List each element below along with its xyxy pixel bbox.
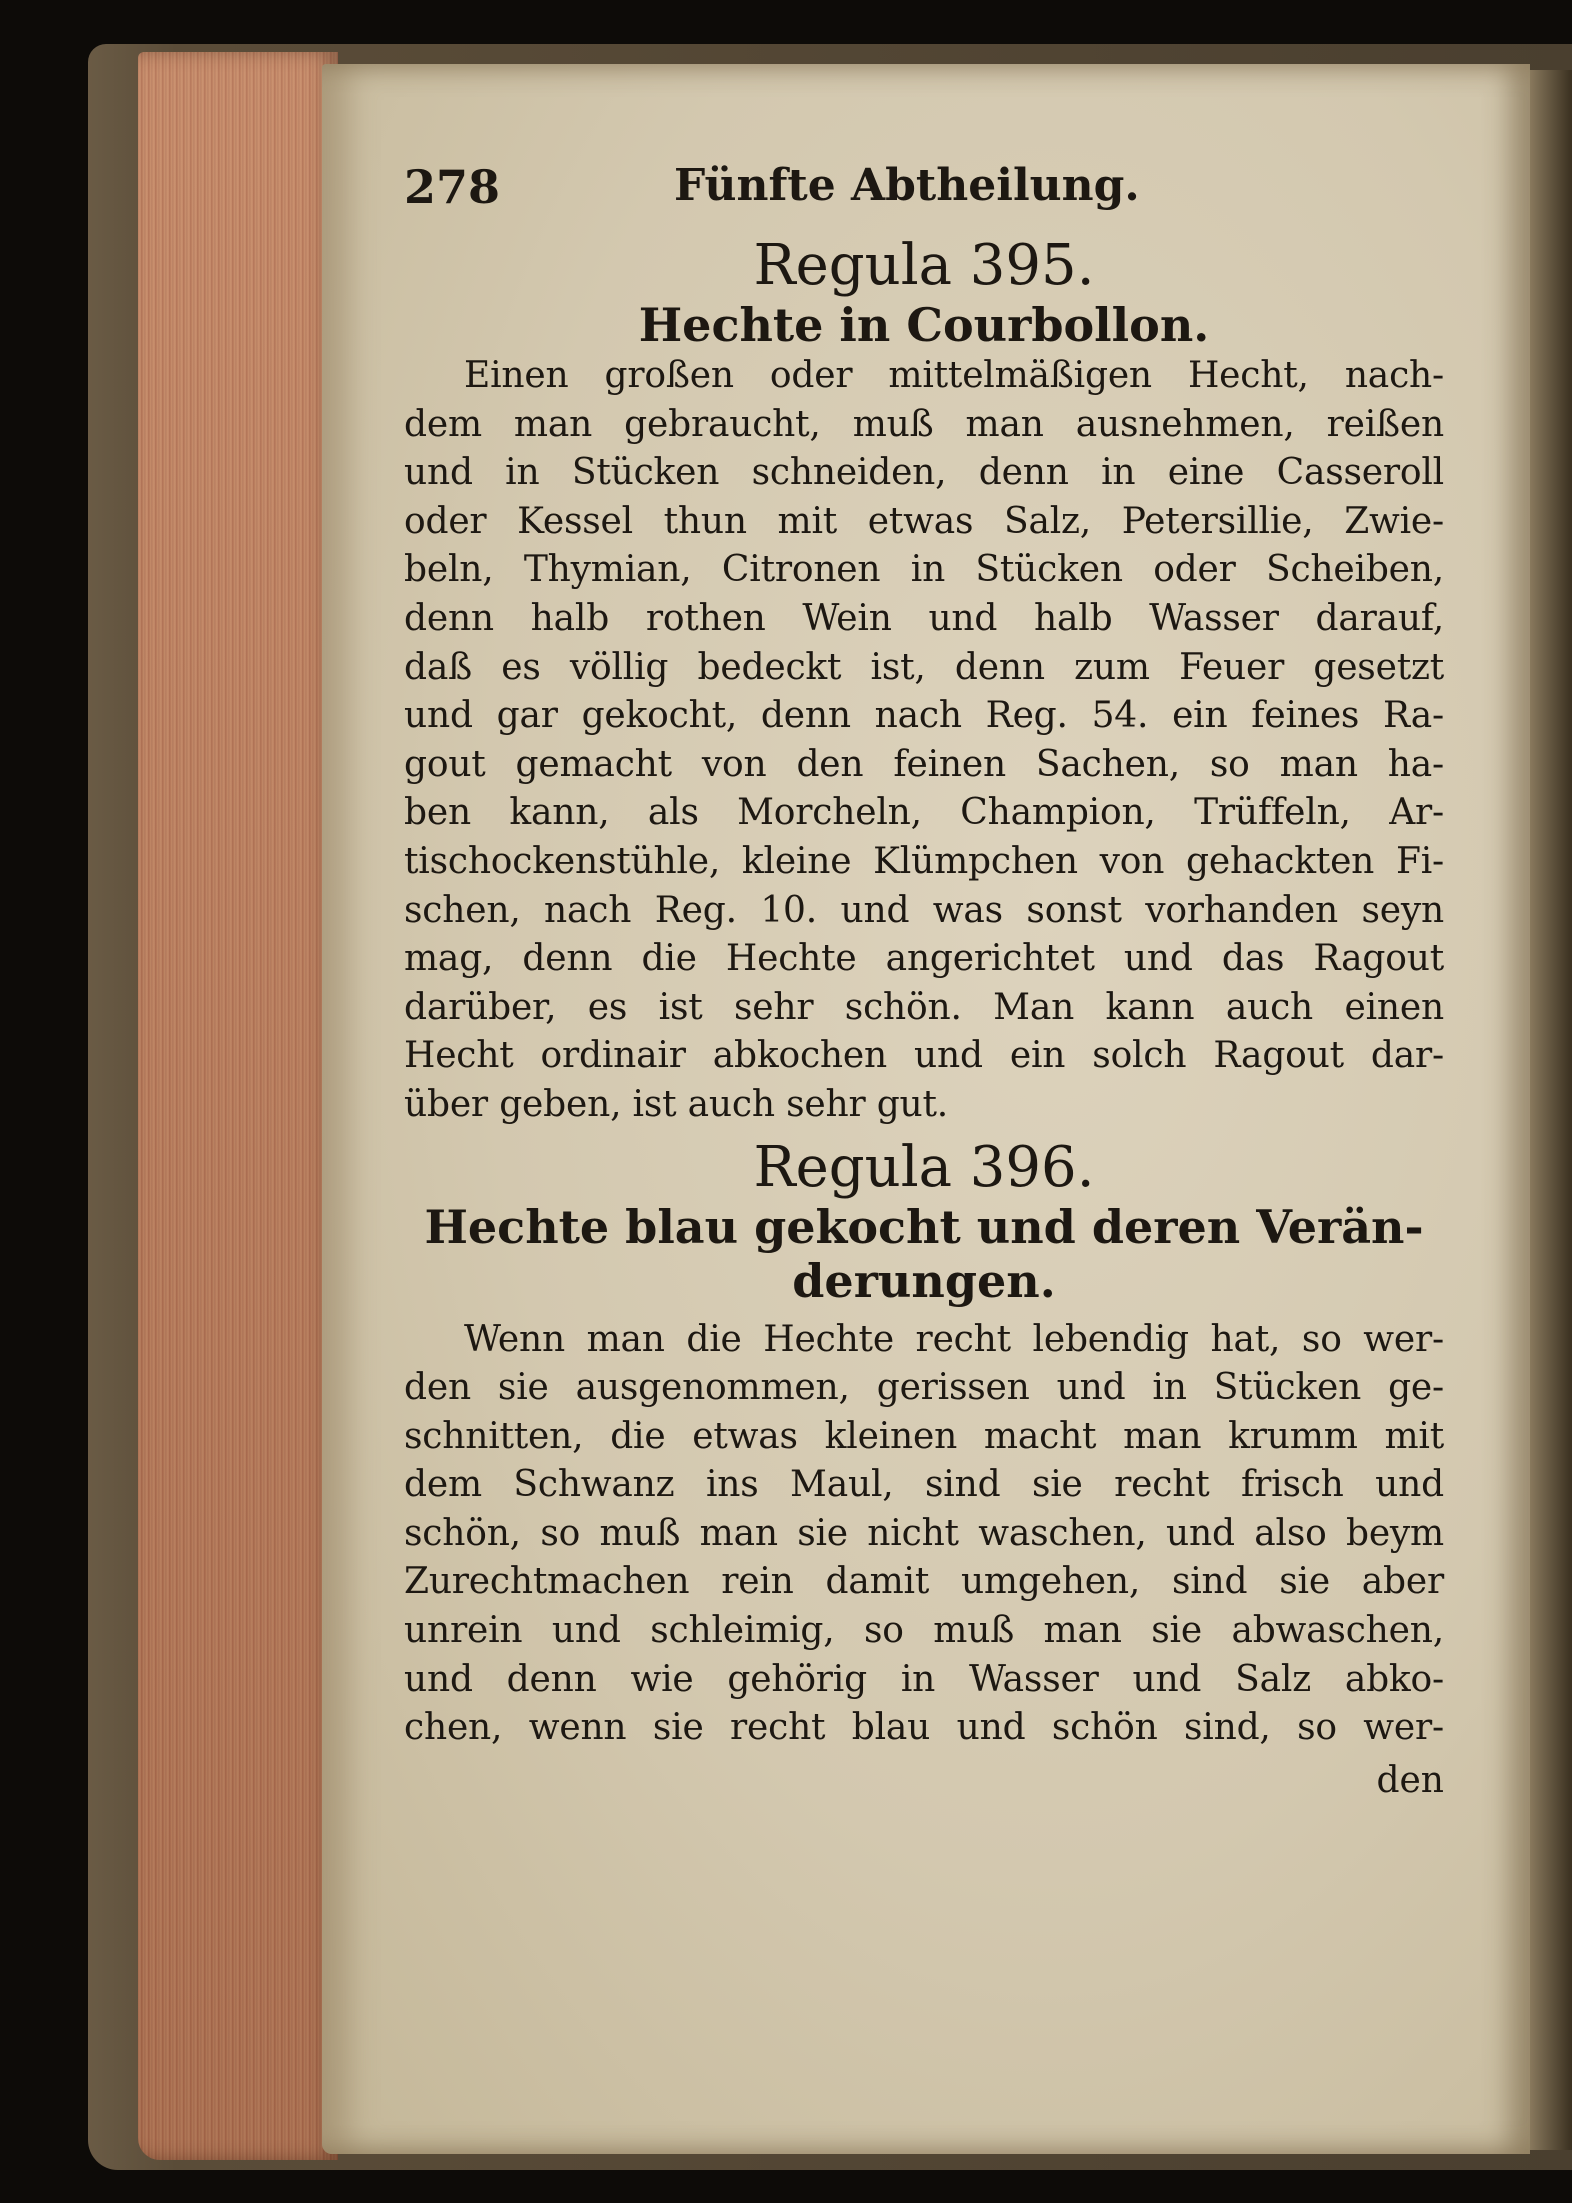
text-line: Wenn man die Hechte recht lebendig hat, so wer- bbox=[464, 1318, 1444, 1360]
text-line: beln, Thymian, Citronen in Stücken oder Scheiben, bbox=[404, 549, 1444, 591]
text-line: chen, wenn sie recht blau und schön sind, so wer- bbox=[404, 1707, 1444, 1749]
running-title: Fünfte Abtheilung. bbox=[674, 160, 1140, 211]
text-line: oder Kessel thun mit etwas Salz, Petersillie, Zwie- bbox=[404, 500, 1444, 542]
text-line: den sie ausgenommen, gerissen und in Stücken ge- bbox=[404, 1367, 1444, 1409]
catchword: den bbox=[1376, 1759, 1444, 1801]
section-regula-396 bbox=[404, 1136, 1444, 1805]
text-line: dem man gebraucht, muß man ausnehmen, reißen bbox=[404, 403, 1444, 445]
text-line: schen, nach Reg. 10. und was sonst vorhanden seyn bbox=[404, 889, 1444, 931]
text-line: dem Schwanz ins Maul, sind sie recht frisch und bbox=[404, 1464, 1444, 1506]
section-regula-395 bbox=[404, 234, 1444, 1130]
page-number: 278 bbox=[404, 160, 501, 214]
text-line: schnitten, die etwas kleinen macht man krumm mit bbox=[404, 1415, 1444, 1457]
text-line: Einen großen oder mittelmäßigen Hecht, nach- bbox=[464, 355, 1444, 396]
section-subtitle: Hechte blau gekocht und deren Verän- bbox=[424, 1199, 1424, 1254]
text-line: denn halb rothen Wein und halb Wasser darauf, bbox=[404, 597, 1444, 639]
paragraph bbox=[404, 352, 1444, 1130]
text-line: gout gemacht von den feinen Sachen, so man ha- bbox=[404, 743, 1444, 785]
section-heading: Regula 396. bbox=[753, 1134, 1095, 1200]
text-line: Zurechtmachen rein damit umgehen, sind sie aber bbox=[404, 1561, 1444, 1603]
paragraph bbox=[404, 1316, 1444, 1753]
text-line: mag, denn die Hechte angerichtet und das Ragout bbox=[404, 938, 1444, 980]
text-block bbox=[404, 160, 1444, 1805]
text-line: über geben, ist auch sehr gut. bbox=[404, 1083, 949, 1125]
text-line: und gar gekocht, denn nach Reg. 54. ein feines Ra- bbox=[404, 695, 1444, 737]
text-line: und denn wie gehörig in Wasser und Salz abko- bbox=[404, 1658, 1444, 1700]
text-line: unrein und schleimig, so muß man sie abwaschen, bbox=[404, 1610, 1444, 1652]
section-subtitle: Hechte in Courbollon. bbox=[638, 298, 1210, 352]
gutter bbox=[1528, 70, 1572, 2150]
text-line: tischockenstühle, kleine Klümpchen von gehackten Fi- bbox=[404, 840, 1444, 882]
text-line: darüber, es ist sehr schön. Man kann auch einen bbox=[404, 986, 1444, 1028]
running-head bbox=[404, 160, 1444, 232]
section-heading: Regula 395. bbox=[753, 233, 1095, 298]
page-edges bbox=[138, 52, 338, 2160]
text-line: ben kann, als Morcheln, Champion, Trüffeln, Ar- bbox=[404, 792, 1444, 834]
text-line: Hecht ordinair abkochen und ein solch Ragout dar- bbox=[404, 1035, 1444, 1077]
page bbox=[322, 64, 1530, 2154]
text-line: daß es völlig bedeckt ist, denn zum Feuer gesetzt bbox=[404, 646, 1444, 688]
text-line: schön, so muß man sie nicht waschen, und also beym bbox=[404, 1512, 1444, 1554]
section-subtitle: derungen. bbox=[792, 1253, 1056, 1308]
text-line: und in Stücken schneiden, denn in eine Casseroll bbox=[404, 452, 1444, 494]
